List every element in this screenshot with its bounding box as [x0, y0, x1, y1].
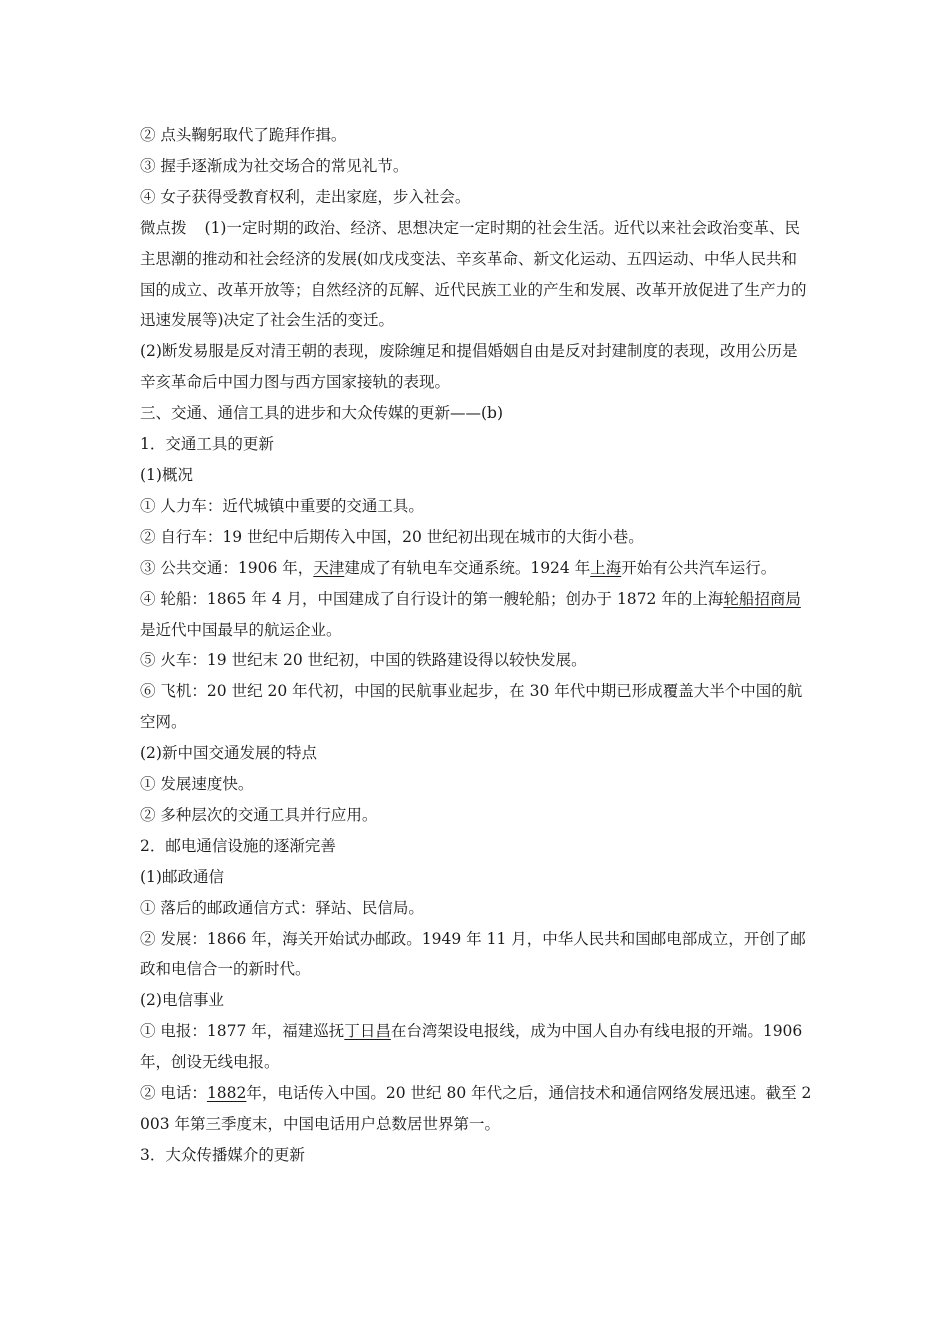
text-line: ② 多种层次的交通工具并行应用。	[140, 805, 378, 824]
tip-label: 微点拨	[140, 218, 187, 237]
text-span: 是近代中国最早的航运企业。	[140, 620, 342, 639]
underlined-term: 天津	[313, 558, 345, 577]
text-line: ② 自行车：19 世纪中后期传入中国，20 世纪初出现在城市的大街小巷。	[140, 527, 644, 546]
text-span: 年，电话传入中国。20 世纪 80 年代之后，通信技术和通信网络发展迅速。截至 2003 年第三季度末，中国电话用户总数居世界第一。	[140, 1084, 812, 1133]
text-paragraph	[140, 1078, 812, 1140]
text-line: ① 人力车：近代城镇中重要的交通工具。	[140, 496, 424, 515]
text-span: ② 电话：	[140, 1084, 207, 1103]
underlined-term: 轮船招商局	[723, 589, 801, 608]
text-paragraph	[140, 584, 812, 646]
text-line: ① 发展速度快。	[140, 775, 254, 794]
text-paragraph: ② 发展：1866 年，海关开始试办邮政。1949 年 11 月，中华人民共和国邮电部成立，开创了邮政和电信合一的新时代。	[140, 929, 806, 979]
section-heading: 三、交通、通信工具的进步和大众传媒的更新——(b)	[140, 404, 504, 423]
underlined-term: 上海	[590, 558, 622, 577]
item-heading: (1)概况	[140, 465, 193, 484]
text-line	[140, 553, 812, 584]
subsection-heading: 3．大众传播媒介的更新	[140, 1145, 305, 1164]
text-line: ③ 握手逐渐成为社交场合的常见礼节。	[140, 156, 409, 175]
underlined-term: 1882	[206, 1084, 247, 1103]
tip-paragraph	[140, 213, 812, 337]
subsection-heading: 1．交通工具的更新	[140, 435, 274, 454]
text-line: ⑤ 火车：19 世纪末 20 世纪初，中国的铁路建设得以较快发展。	[140, 651, 587, 670]
document-page	[140, 120, 812, 1171]
subsection-heading: 2．邮电通信设施的逐渐完善	[140, 836, 336, 855]
underlined-term: 丁日昌	[344, 1022, 391, 1041]
tip-text: (1)一定时期的政治、经济、思想决定一定时期的社会生活。近代以来社会政治变革、民主思潮的推动和社会经济的发展(如戊戌变法、辛亥革命、新文化运动、五四运动、中华人民共和国的成立、改革开放等；自然经济的瓦解、近代民族工业的产生和发展、改革开放促进了生产力的迅速发展等)决定了社会生活的变迁。	[140, 218, 807, 330]
text-span: ③ 公共交通：1906 年，	[140, 558, 314, 577]
text-span: 开始有公共汽车运行。	[621, 558, 777, 577]
text-paragraph	[140, 1016, 812, 1078]
text-span: 建成了有轨电车交通系统。1924 年	[344, 558, 591, 577]
text-line: ② 点头鞠躬取代了跪拜作揖。	[140, 126, 347, 144]
text-paragraph: ⑥ 飞机：20 世纪 20 年代初，中国的民航事业起步，在 30 年代中期已形成覆盖大半个中国的航空网。	[140, 682, 803, 732]
text-span: ④ 轮船：1865 年 4 月，中国建成了自行设计的第一艘轮船；创办于 1872 年的上海	[140, 589, 724, 608]
text-span: 在台湾架设电报线，成为中国人自办有线电报的开端。1906 年，创设无线电报。	[140, 1022, 803, 1072]
text-line: ① 落后的邮政通信方式：驿站、民信局。	[140, 898, 424, 917]
text-span: ① 电报：1877 年，福建巡抚	[140, 1022, 345, 1041]
text-paragraph: (2)断发易服是反对清王朝的表现，废除缠足和提倡婚姻自由是反对封建制度的表现，改用公历是辛亥革命后中国力图与西方国家接轨的表现。	[140, 342, 798, 392]
item-heading: (2)电信事业	[140, 991, 224, 1010]
text-line: ④ 女子获得受教育权利，走出家庭，步入社会。	[140, 187, 471, 206]
item-heading: (1)邮政通信	[140, 867, 224, 886]
item-heading: (2)新中国交通发展的特点	[140, 744, 317, 763]
